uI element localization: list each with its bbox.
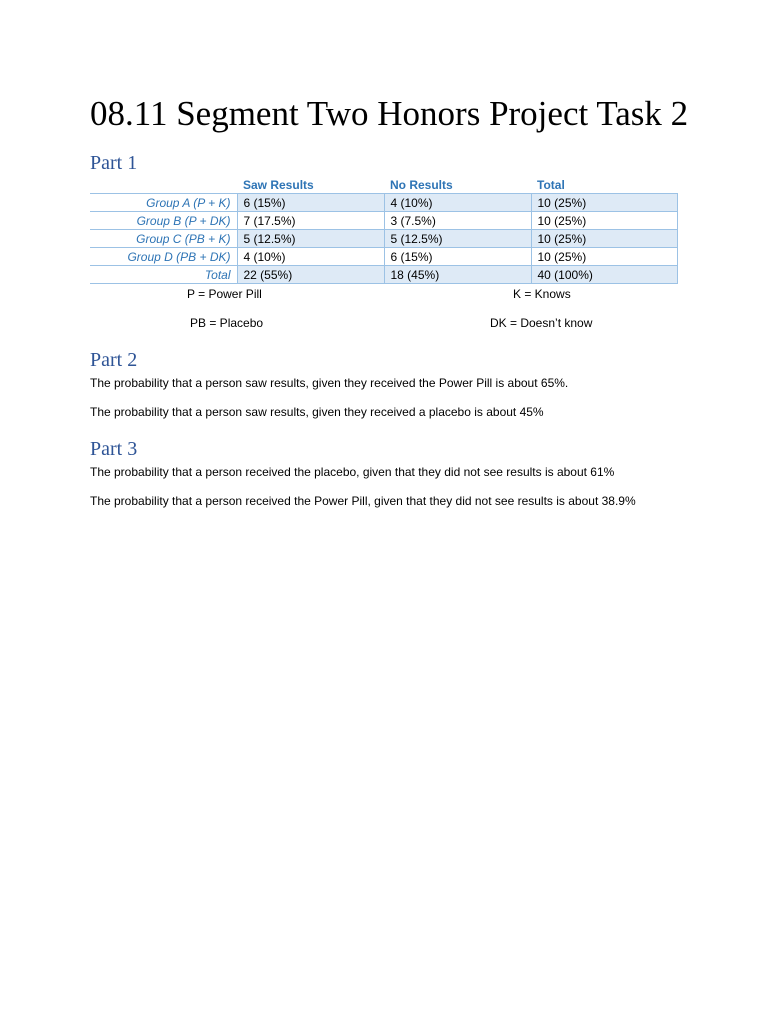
table-header-corner: [90, 176, 237, 194]
part3-heading: Part 3: [90, 438, 138, 460]
legend-placebo: PB = Placebo: [190, 316, 264, 330]
table-cell-saw: 6 (15%): [237, 194, 384, 212]
table-cell-no: 3 (7.5%): [384, 212, 531, 230]
table-cell-saw: 22 (55%): [237, 266, 384, 284]
table-cell-saw: 7 (17.5%): [237, 212, 384, 230]
table-row: [90, 230, 677, 248]
table-cell-no: 5 (12.5%): [384, 230, 531, 248]
table-total-row: [90, 266, 677, 284]
table-cell-total: 10 (25%): [531, 212, 677, 230]
table-header-total: Total: [531, 176, 677, 194]
table-cell-no: 4 (10%): [384, 194, 531, 212]
table-cell-no: 18 (45%): [384, 266, 531, 284]
document-title: 08.11 Segment Two Honors Project Task 2: [90, 94, 689, 133]
legend-knows: K = Knows: [513, 287, 571, 301]
table-cell-saw: 4 (10%): [237, 248, 384, 266]
table-cell-total: 10 (25%): [531, 230, 677, 248]
part3-sentence-placebo: The probability that a person received the placebo, given that they did not see results is about 61%: [90, 465, 615, 479]
table-row-label: Group C (PB + K): [90, 230, 237, 248]
part2-heading: Part 2: [90, 349, 138, 371]
table-row: [90, 248, 677, 266]
table-header-row: [90, 176, 677, 194]
table-header-saw-results: Saw Results: [237, 176, 384, 194]
part2-sentence-placebo: The probability that a person saw results, given they received a placebo is about 45%: [90, 405, 544, 419]
table-row-label: Total: [90, 266, 237, 284]
table-row: [90, 194, 677, 212]
table-cell-total: 10 (25%): [531, 248, 677, 266]
table-cell-total: 10 (25%): [531, 194, 677, 212]
table-cell-total: 40 (100%): [531, 266, 677, 284]
table-row-label: Group D (PB + DK): [90, 248, 237, 266]
table-row-label: Group A (P + K): [90, 194, 237, 212]
table-cell-saw: 5 (12.5%): [237, 230, 384, 248]
table-header-no-results: No Results: [384, 176, 531, 194]
part3-sentence-power-pill: The probability that a person received the Power Pill, given that they did not see results is about 38.9%: [90, 494, 636, 508]
table-cell-no: 6 (15%): [384, 248, 531, 266]
table-row: [90, 212, 677, 230]
results-table: [90, 176, 678, 284]
part1-heading: Part 1: [90, 152, 138, 174]
table-row-label: Group B (P + DK): [90, 212, 237, 230]
part2-sentence-power-pill: The probability that a person saw results, given they received the Power Pill is about 65%.: [90, 376, 569, 390]
legend-power-pill: P = Power Pill: [187, 287, 262, 301]
legend-doesnt-know: DK = Doesn’t know: [490, 316, 593, 330]
